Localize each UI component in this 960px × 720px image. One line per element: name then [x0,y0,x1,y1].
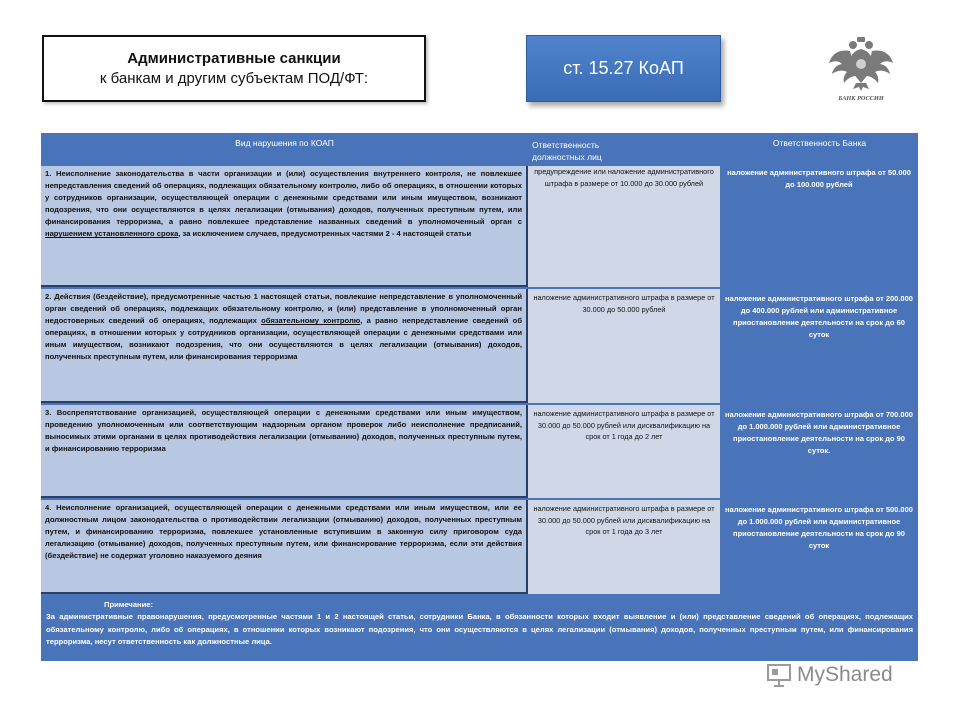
violation-cell-4: 4. Неисполнение организацией, осуществляющей операции с денежными средствами или иным имуществом, или ее должностным лицом законодательства о противодействии легализации (отмыванию) доходов, полученных преступным путем, и финансированию терроризма, повлекшее установленные вступившим в законную силу приговором суда легализацию (отмывание) доходов, полученных преступным путем, или финансирование терроризма, если эти действия (бездействие) не содержат уголовно наказуемого деяния [41,500,528,594]
watermark-text: MyShared [797,663,893,686]
logo-text: БАНК РОССИИ [838,95,884,102]
violation-cell-1: 1. Неисполнение законодательства в части организации и (или) осуществления внутреннего контроля, не повлекшее непредставления сведений об операциях, подлежащих обязательному контролю, либо об операциях, в отношении которых у сотрудников организации, осуществляющей операции с денежными средствами или иным имуществом, возникают подозрения, что они осуществляются в целях легализации (отмывания) доходов, полученных преступным путем, или финансирования терроризма, а равно повлекшее представление названных сведений в уполномоченный орган с нарушением установленного срока, за исключением случаев, предусмотренных частями 2 - 4 настоящей статьи [41,166,528,287]
slide-title-box [42,35,426,102]
officials-cell-3: наложение административного штрафа в размере от 30.000 до 50.000 рублей или дисквалификацию на срок от 1 года до 2 лет [528,405,720,498]
double-headed-eagle-icon [826,33,896,103]
header-bank: Ответственность Банка [721,133,918,164]
note-cell [41,596,918,661]
violation-cell-2: 2. Действия (бездействие), предусмотренные частью 1 настоящей статьи, повлекшие непредставление в уполномоченный орган сведений об операциях, подлежащих обязательному контролю, и (или) представление в уполномоченный орган недостоверных сведений об операциях, подлежащих обязательному контролю, а равно непредставление сведений об операциях, в отношении которых у сотрудников организации, осуществляющей операции с денежными средствами или иным имуществом, возникают подозрения, что они осуществляются в целях легализации (отмывания) доходов, полученных преступным путем, или финансирования терроризма [41,289,528,403]
bank-cell-4: наложение административного штрафа от 500.000 до 1.000.000 рублей или административное приостановление деятельности на срок до 90 суток [720,500,918,594]
article-badge: ст. 15.27 КоАП [526,35,721,102]
bank-cell-3: наложение административного штрафа от 700.000 до 1.000.000 рублей или административное приостановление деятельности на срок до 90 суток. [720,405,918,498]
note-title: Примечание: [104,600,154,609]
sanctions-table [41,133,918,661]
header-officials: Ответственность должностных лиц [530,139,626,164]
note-text: За административные правонарушения, предусмотренные частями 1 и 2 настоящей статьи, сотрудники Банка, в обязанности которых входит выявление и (или) представление сведений об операциях, подлежащих обязательному контролю, либо об операциях, в отношении которых возникают подозрения, что они осуществляются в целях легализации (отмывания) доходов, полученных преступным путем, или финансирования терроризма, несут ответственность как должностные лица. [46,612,913,646]
officials-cell-2: наложение административного штрафа в размере от 30.000 до 50.000 рублей [528,289,720,403]
officials-cell-4: наложение административного штрафа в размере от 30.000 до 50.000 рублей или дисквалификацию на срок от 1 года до 3 лет [528,500,720,594]
bank-cell-1: наложение административного штрафа от 50.000 до 100.000 рублей [720,166,918,287]
slide-title: Административные санкции [127,50,341,67]
law-link-control[interactable]: обязательному контролю [261,316,361,326]
violation-cell-3: 3. Воспрепятствование организацией, осуществляющей операции с денежными средствами или иным имуществом, проведению уполномоченным или соответствующим надзорным органом проверок либо неисполнение предписаний, выносимых этими органами в целях противодействия легализации (отмыванию) доходов, полученных преступным путем, и финансированию терроризма [41,405,528,498]
law-link-deadline[interactable]: нарушением установленного срока [45,229,179,239]
watermark [766,658,926,692]
header-violation: Вид нарушения по КОАП [41,133,528,164]
officials-cell-1: предупреждение или наложение административного штрафа в размере от 10.000 до 30.000 рублей [528,166,720,287]
slide-subtitle: к банкам и другим субъектам ПОД/ФТ: [99,70,369,87]
presentation-board-icon [766,662,792,688]
bank-cell-2: наложение административного штрафа от 200.000 до 400.000 рублей или административное приостановление деятельности на срок до 60 суток [720,289,918,403]
